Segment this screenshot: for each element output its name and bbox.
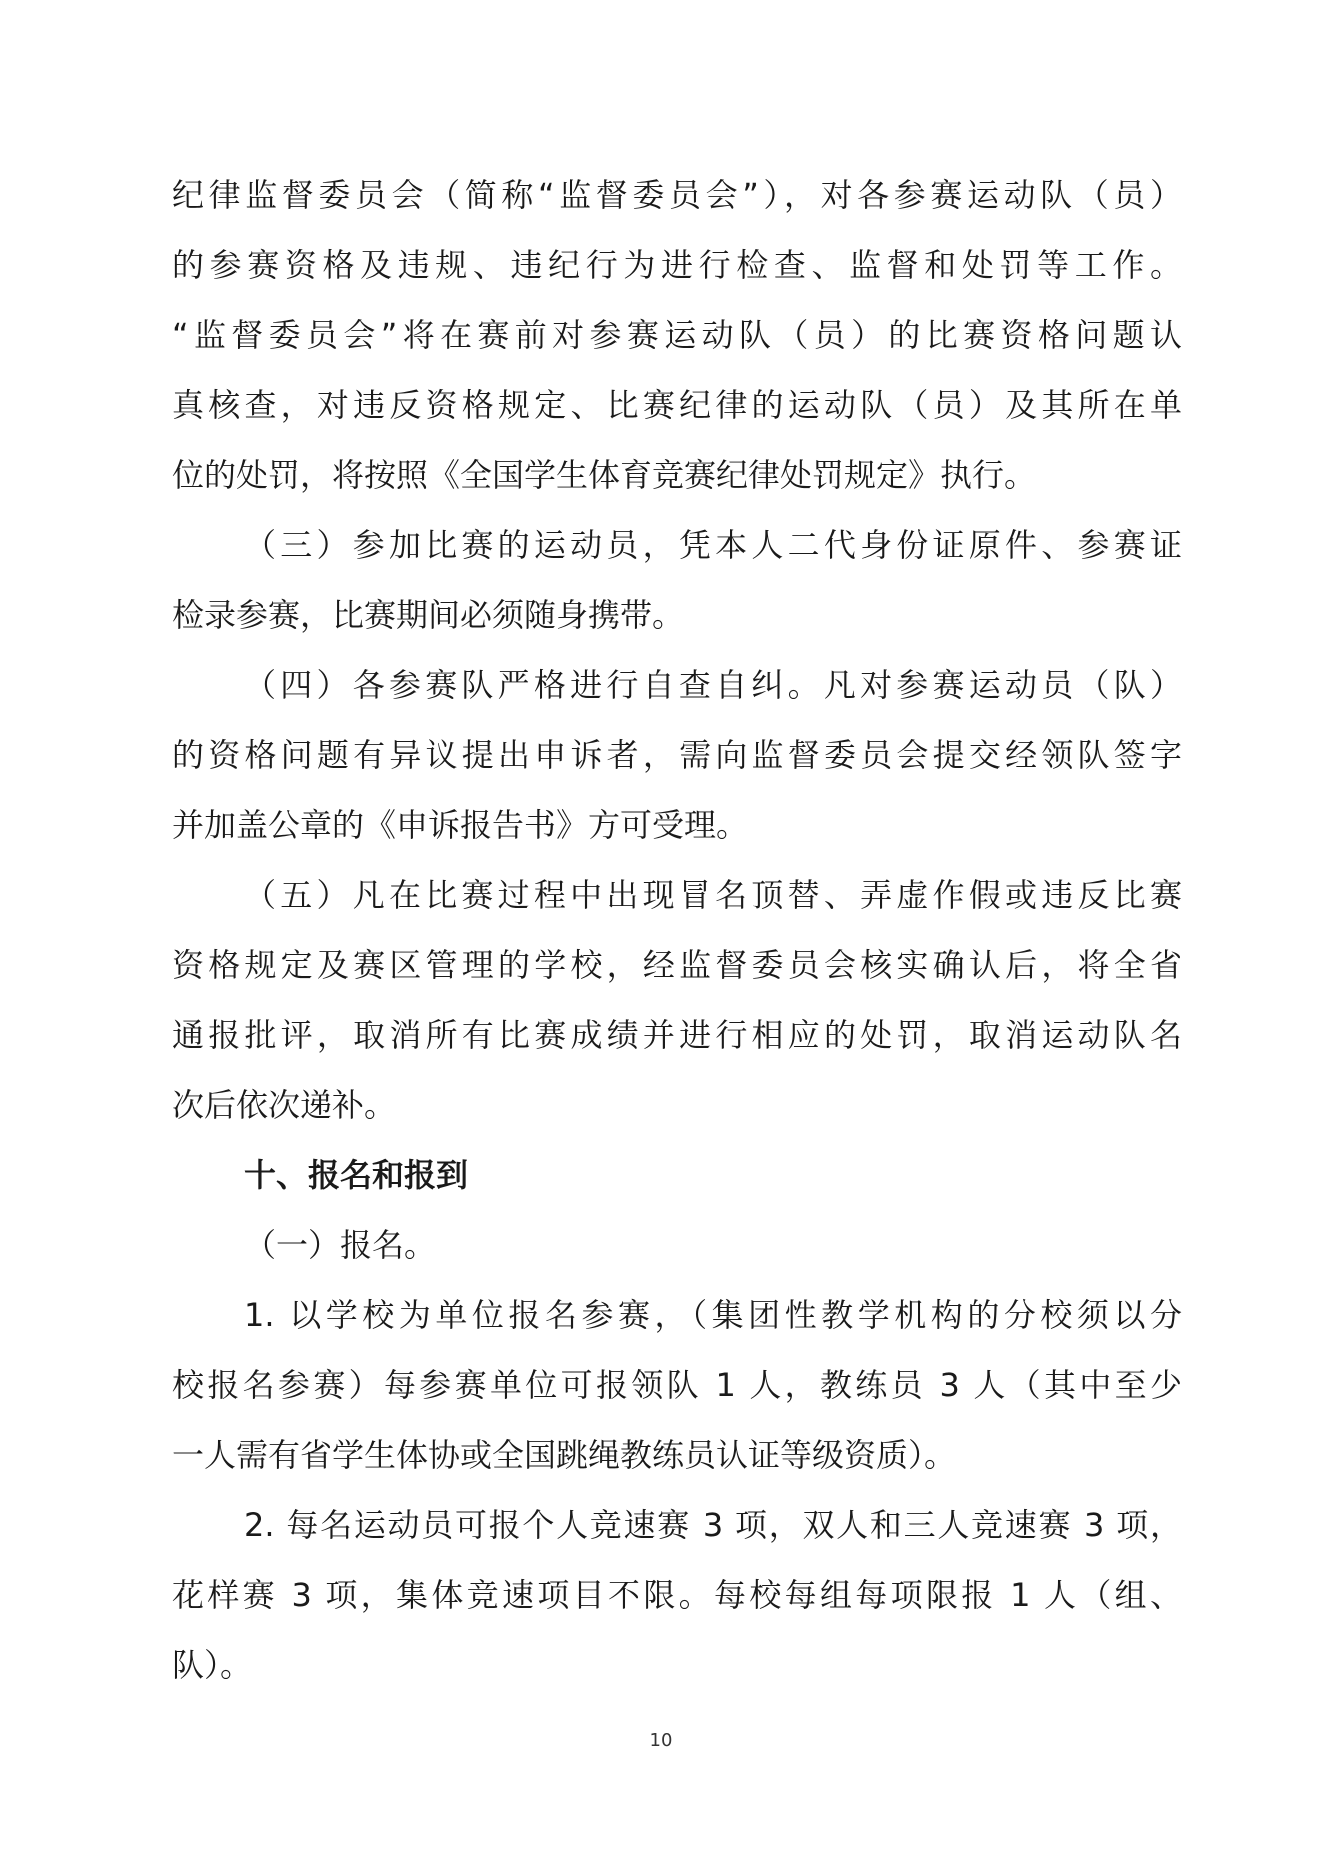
text-line: 花样赛 3 项，集体竞速项目不限。每校每组每项限报 1 人（组、: [172, 1576, 1182, 1614]
text-line: 次后依次递补。: [172, 1086, 397, 1124]
text-line: “监督委员会”将在赛前对参赛运动队（员）的比赛资格问题认: [172, 316, 1182, 354]
text-line: 2. 每名运动员可报个人竞速赛 3 项，双人和三人竞速赛 3 项，: [244, 1506, 1182, 1544]
text-line: 位的处罚，将按照《全国学生体育竞赛纪律处罚规定》执行。: [172, 456, 1037, 494]
text-line: 真核查，对违反资格规定、比赛纪律的运动队（员）及其所在单: [172, 386, 1182, 424]
text-line: （五）凡在比赛过程中出现冒名顶替、弄虚作假或违反比赛: [244, 876, 1182, 914]
text-line: 队）。: [172, 1646, 253, 1684]
text-line: 一人需有省学生体协或全国跳绳教练员认证等级资质）。: [172, 1436, 957, 1474]
text-line: 资格规定及赛区管理的学校，经监督委员会核实确认后，将全省: [172, 946, 1182, 984]
text-line: 校报名参赛）每参赛单位可报领队 1 人，教练员 3 人（其中至少: [172, 1366, 1182, 1404]
text-line: （四）各参赛队严格进行自查自纠。凡对参赛运动员（队）: [244, 666, 1182, 704]
text-line: 的参赛资格及违规、违纪行为进行检查、监督和处罚等工作。: [172, 246, 1182, 284]
text-line: （一）报名。: [244, 1226, 437, 1264]
text-line: 通报批评，取消所有比赛成绩并进行相应的处罚，取消运动队名: [172, 1016, 1182, 1054]
document-body: [172, 160, 1182, 1700]
text-line: （三）参加比赛的运动员，凭本人二代身份证原件、参赛证: [244, 526, 1182, 564]
section-heading: 十、报名和报到: [244, 1156, 469, 1194]
text-line: 并加盖公章的《申诉报告书》方可受理。: [172, 806, 749, 844]
text-line: 的资格问题有异议提出申诉者，需向监督委员会提交经领队签字: [172, 736, 1182, 774]
text-line: 1. 以学校为单位报名参赛，（集团性教学机构的分校须以分: [244, 1296, 1182, 1334]
page-number: 10: [649, 1730, 673, 1751]
text-line: 检录参赛，比赛期间必须随身携带。: [172, 596, 685, 634]
text-line: 纪律监督委员会（简称“监督委员会”），对各参赛运动队（员）: [172, 176, 1182, 214]
